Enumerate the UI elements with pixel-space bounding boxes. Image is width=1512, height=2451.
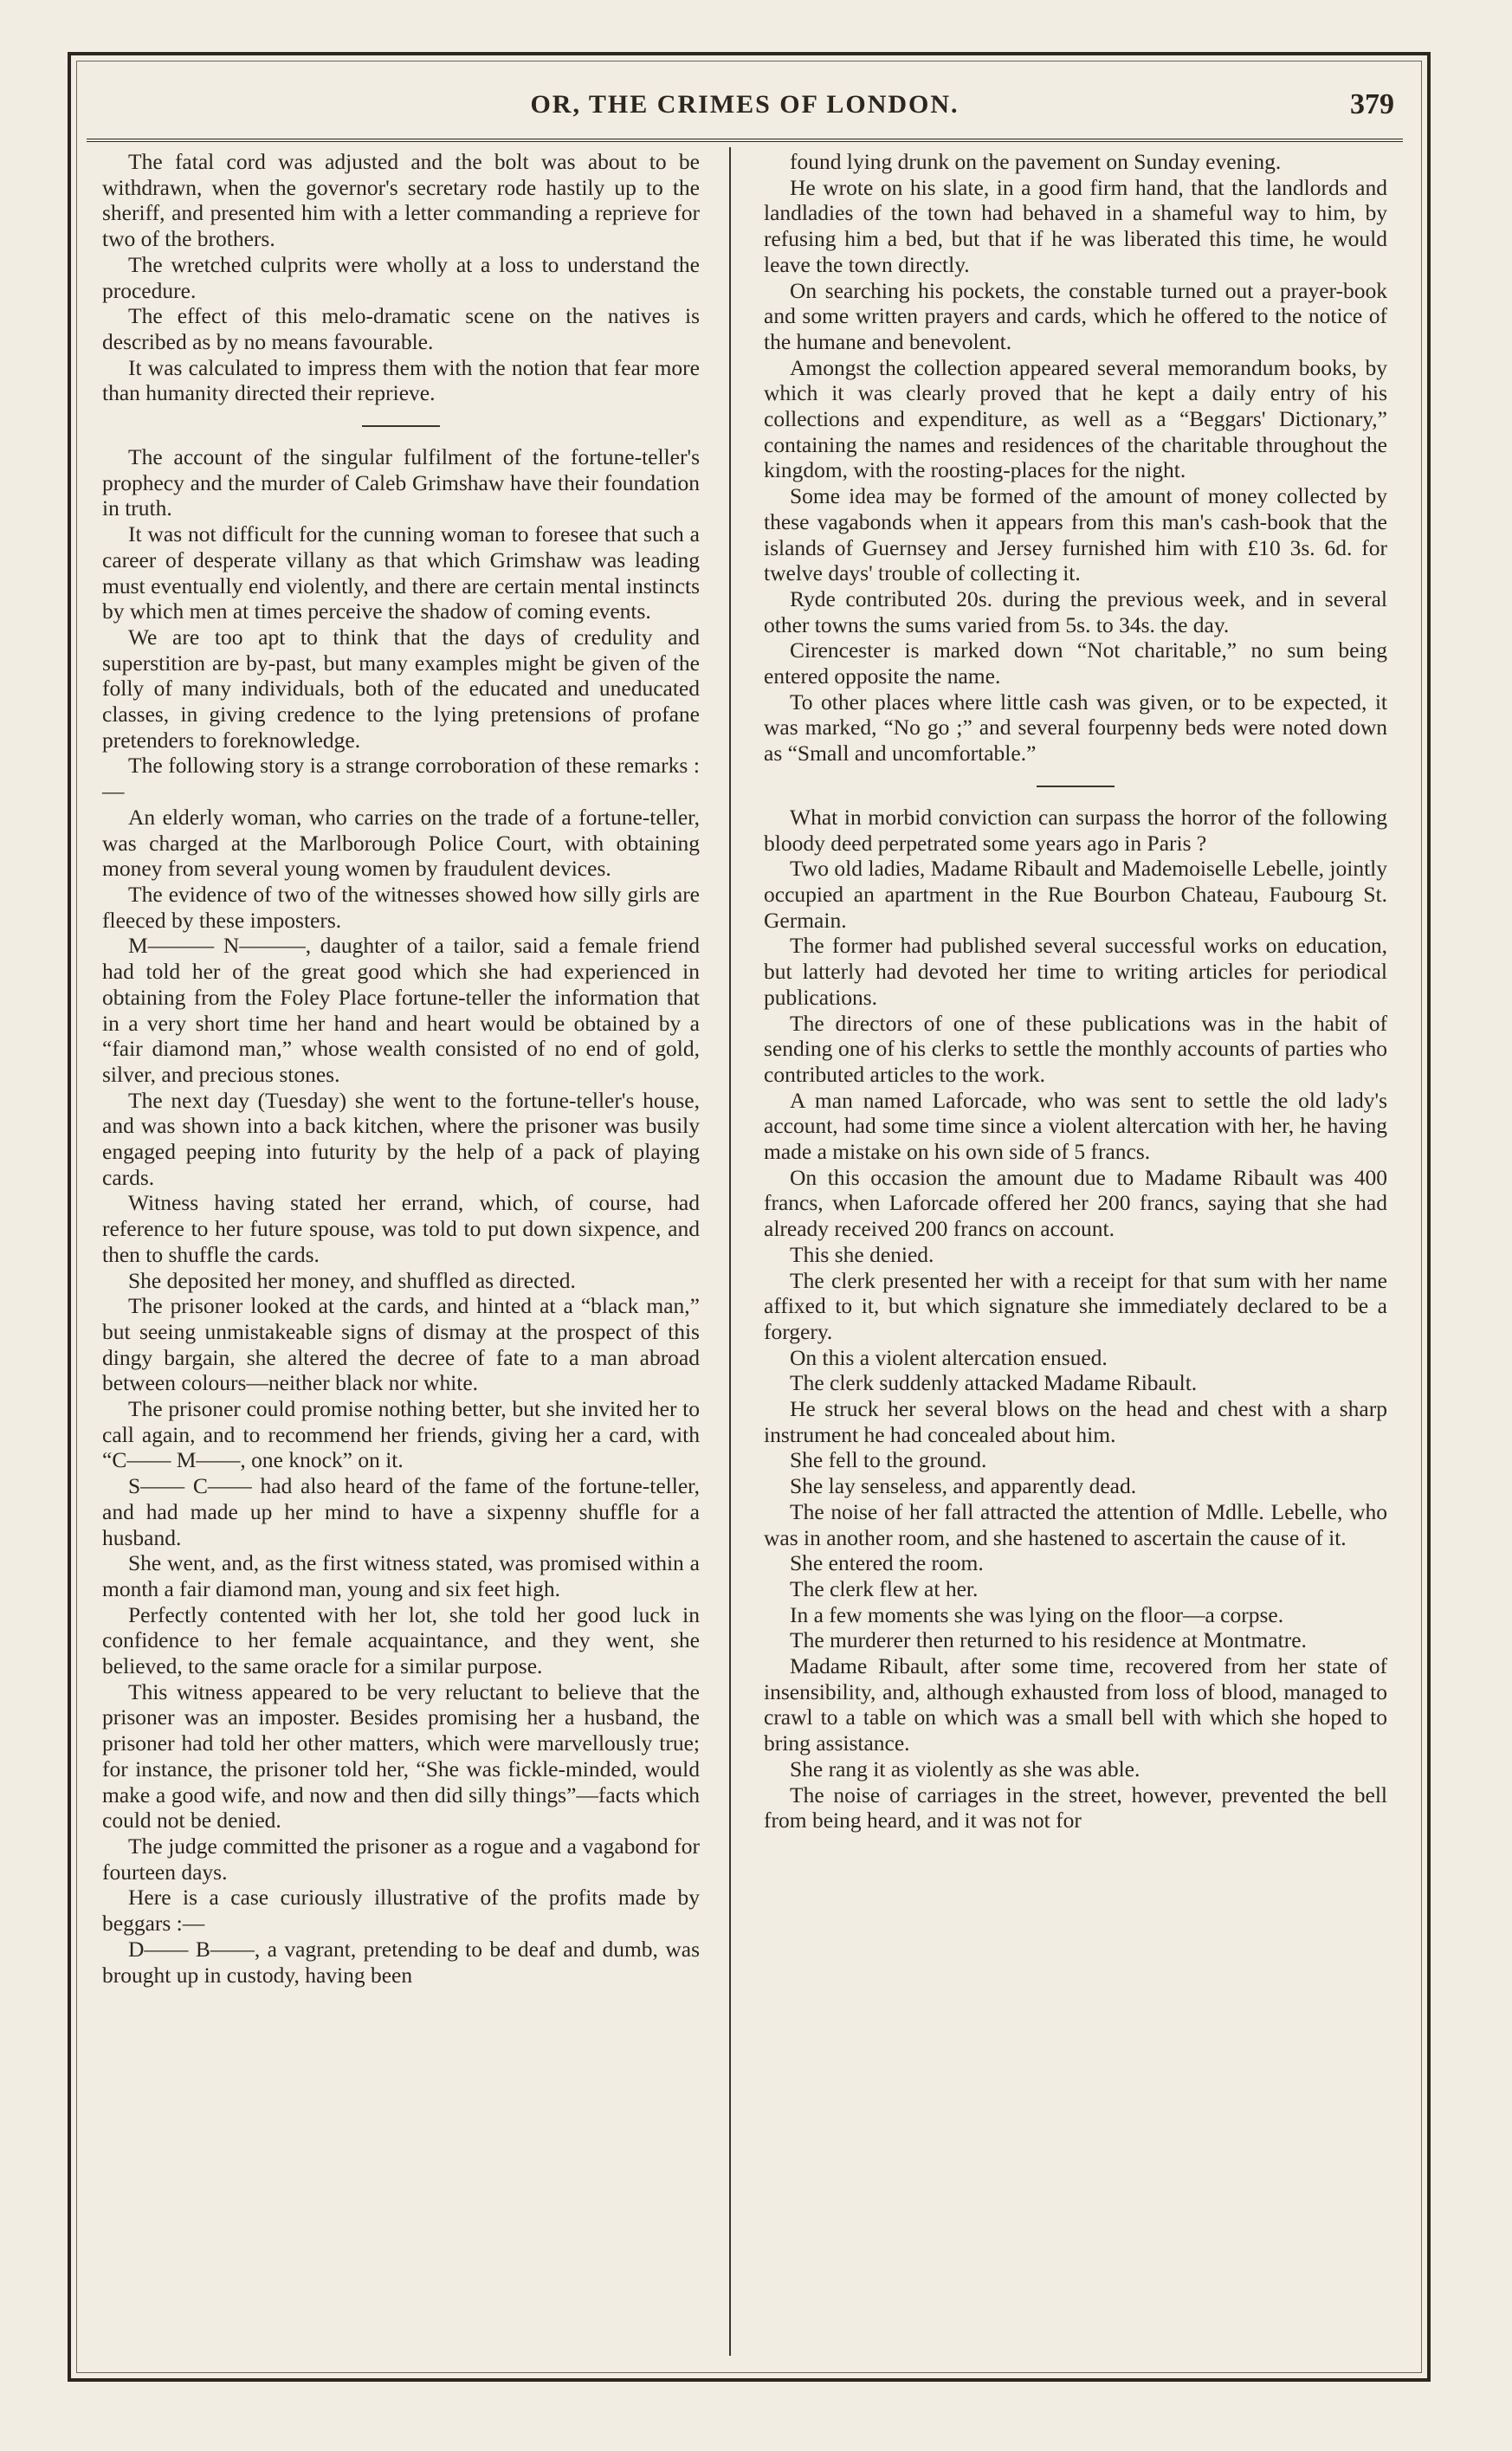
paragraph: It was not difficult for the cunning woman to foresee that such a career of desperate villany as that which Grimshaw was leading must eventually end violently, and there are certain mental instincts by which men at times perceive the shadow of coming events. [102,521,700,624]
paragraph: It was calculated to impress them with the notion that fear more than humanity directed their reprieve. [102,354,700,406]
paragraph: The directors of one of these publications was in the habit of sending one of his clerks to settle the monthly accounts of parties who contributed articles to the work. [764,1010,1387,1087]
paragraph: What in morbid conviction can surpass the horror of the following bloody deed perpetrated some years ago in Paris ? [764,804,1387,856]
paragraph: M——— N———, daughter of a tailor, said a female friend had told her of the great good which she had experienced in obtaining from the Foley Place fortune-teller the information that in a very short time her hand and heart would be obtained by a “fair diamond man,” whose wealth consisted of no end of gold, silver, and precious stones. [102,933,700,1087]
paragraph: D—— B——, a vagrant, pretending to be deaf and dumb, was brought up in custody, having been [102,1936,700,1988]
paragraph: He struck her several blows on the head and chest with a sharp instrument he had concealed about him. [764,1396,1387,1447]
paragraph: The account of the singular fulfilment of the fortune-teller's prophecy and the murder of Caleb Grimshaw have their foundation in truth. [102,444,700,521]
paragraph: She lay senseless, and apparently dead. [790,1473,1137,1499]
paragraph: We are too apt to think that the days of credulity and superstition are by-past, but many examples might be given of the folly of many individuals, both of the educated and uneducated classes, in giving credence to the lying pretensions of profane pretenders to foreknowledge. [102,624,700,753]
running-title: OR, THE CRIMES OF LONDON. [530,90,960,119]
paragraph: Some idea may be formed of the amount of money collected by these vagabonds when it appears from this man's cash-book that the islands of Guernsey and Jersey furnished him with £10 3s. 6d. for twelve days' trouble of collecting it. [764,483,1387,586]
paragraph: She went, and, as the first witness stated, was promised within a month a fair diamond man, young and six feet high. [102,1550,700,1601]
paragraph: Amongst the collection appeared several memorandum books, by which it was clearly proved that he kept a daily entry of his collections and expenditure, as well as a “Beggars' Dictionary,” containing the names and residences of the charitable throughout the kingdom, with the roosting-places for the night. [764,354,1387,483]
paragraph: This witness appeared to be very reluctant to believe that the prisoner was an imposter. Besides promising her a husband, the prisoner had told her other matters, which were marvellously true; for instance, the prisoner told her, “She was fickle-minded, would make a good wife, and now and then did silly things”—facts which could not be denied. [102,1678,700,1833]
paragraph: He wrote on his slate, in a good firm hand, that the landlords and landladies of the town had behaved in a shameful way to him, by refusing him a bed, but that if he was liberated this time, he would leave the town directly. [764,174,1387,277]
paragraph: The clerk suddenly attacked Madame Ribault. [790,1370,1198,1396]
section-divider [1037,786,1115,787]
page-header [87,87,1403,139]
right-column [764,149,1387,1833]
paragraph: On this a violent altercation ensued. [790,1344,1108,1370]
paragraph: Witness having stated her errand, which, of course, had reference to her future spouse, was told to put down sixpence, and then to shuffle the cards. [102,1190,700,1267]
paragraph: An elderly woman, who carries on the trade of a fortune-teller, was charged at the Marlborough Police Court, with obtaining money from several young women by fraudulent devices. [102,804,700,882]
paragraph: The fatal cord was adjusted and the bolt was about to be withdrawn, when the governor's secretary rode hastily up to the sheriff, and presented him with a letter commanding a reprieve for two of the brothers. [102,149,700,252]
paragraph: To other places where little cash was given, or to be expected, it was marked, “No go ;” and several fourpenny beds were noted down as “Small and uncomfortable.” [764,689,1387,766]
column-rule [729,147,731,2356]
right-section-paris-murder [764,805,1387,1833]
paragraph: The next day (Tuesday) she went to the fortune-teller's house, and was shown into a back kitchen, where the prisoner was busily engaged peeping into futurity by the help of a pack of playing cards. [102,1087,700,1190]
paragraph: The former had published several successful works on education, but latterly had devoted her time to writing articles for periodical publications. [764,933,1387,1010]
paragraph: The judge committed the prisoner as a rogue and a vagabond for fourteen days. [102,1833,700,1885]
paragraph: This she denied. [790,1241,934,1267]
paragraph: The clerk flew at her. [790,1575,979,1601]
paragraph: Ryde contributed 20s. during the previous week, and in several other towns the sums varied from 5s. to 34s. the day. [764,585,1387,637]
left-section-fortune-teller [102,444,700,1988]
paragraph: The clerk presented her with a receipt for that sum with her name affixed to it, but which signature she immediately declared to be a forgery. [764,1267,1387,1344]
paragraph: The evidence of two of the witnesses showed how silly girls are fleeced by these imposters. [102,881,700,933]
paragraph: The prisoner could promise nothing better, but she invited her to call again, and to recommend her friends, giving her a card, with “C—— M——, one knock” on it. [102,1396,700,1473]
paragraph: The noise of carriages in the street, however, prevented the bell from being heard, and it was not for [764,1782,1387,1833]
right-section-beggar [764,149,1387,766]
paragraph: A man named Laforcade, who was sent to settle the old lady's account, had some time since a violent altercation with her, he having made a mistake on his own side of 5 francs. [764,1087,1387,1165]
left-section-reprieve [102,149,700,406]
paragraph: In a few moments she was lying on the floor—a corpse. [790,1601,1284,1627]
paragraph: On searching his pockets, the constable turned out a prayer-book and some written prayers and cards, which he offered to the notice of the humane and benevolent. [764,277,1387,354]
paragraph: The murderer then returned to his residence at Montmatre. [790,1627,1307,1653]
paragraph: She entered the room. [790,1550,984,1576]
paragraph: Perfectly contented with her lot, she told her good luck in confidence to her female acquaintance, and they went, she believed, to the same oracle for a similar purpose. [102,1601,700,1679]
paragraph: The effect of this melo-dramatic scene on the natives is described as by no means favourable. [102,303,700,354]
page-number: 379 [1350,88,1394,120]
paragraph: On this occasion the amount due to Madame Ribault was 400 francs, when Laforcade offered her 200 francs, saying that she had already received 200 francs on account. [764,1164,1387,1242]
paragraph: The noise of her fall attracted the attention of Mdlle. Lebelle, who was in another room, and she hastened to ascertain the cause of it. [764,1498,1387,1550]
paragraph: Two old ladies, Madame Ribault and Mademoiselle Lebelle, jointly occupied an apartment in the Rue Bourbon Chateau, Faubourg St. Germain. [764,856,1387,933]
paragraph: The wretched culprits were wholly at a loss to understand the procedure. [102,251,700,303]
paragraph: Here is a case curiously illustrative of the profits made by beggars :— [102,1885,700,1937]
paragraph: Madame Ribault, after some time, recovered from her state of insensibility, and, although exhausted from loss of blood, managed to crawl to a table on which was a small bell with which she hoped to bring assistance. [764,1653,1387,1756]
header-rule [87,139,1403,142]
paragraph: found lying drunk on the pavement on Sunday evening. [790,149,1282,174]
paragraph: She deposited her money, and shuffled as directed. [128,1267,576,1293]
paragraph: The following story is a strange corroboration of these remarks :— [102,753,700,805]
paragraph: S—— C—— had also heard of the fame of the fortune-teller, and had made up her mind to have a sixpenny shuffle for a husband. [102,1473,700,1550]
left-column [102,149,700,1988]
paragraph: She rang it as violently as she was able. [790,1756,1140,1782]
paragraph: She fell to the ground. [790,1447,987,1473]
paragraph: The prisoner looked at the cards, and hinted at a “black man,” but seeing unmistakeable signs of dismay at the prospect of this dingy bargain, she altered the decree of fate to a man abroad between colours—neither black nor white. [102,1293,700,1396]
section-divider [362,425,440,427]
paragraph: Cirencester is marked down “Not charitable,” no sum being entered opposite the name. [764,637,1387,689]
